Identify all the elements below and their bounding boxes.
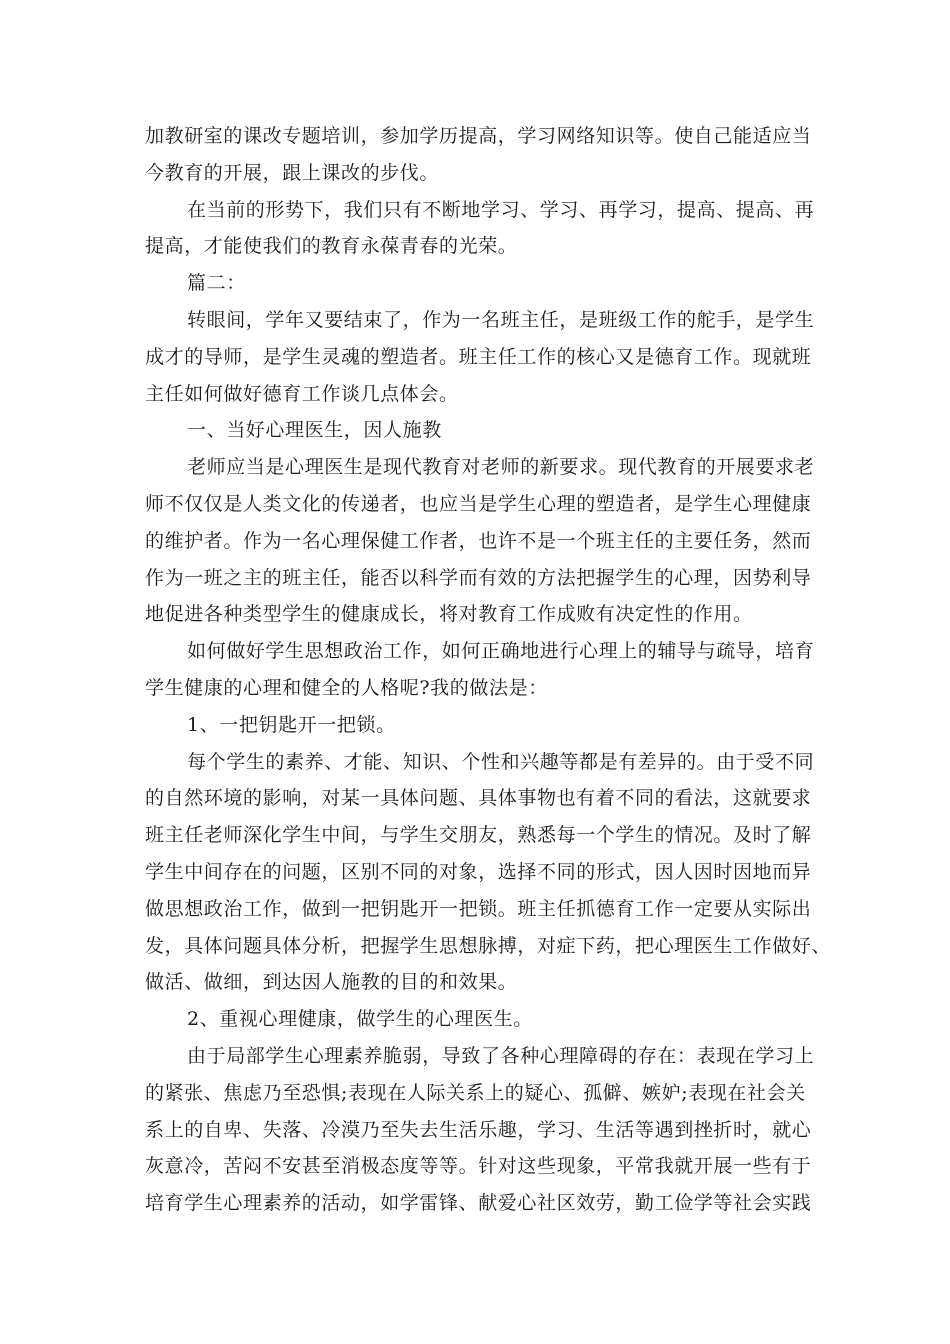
text-line: 培育学生心理素养的活动，如学雷锋、献爱心社区效劳，勤工俭学等社会实践	[145, 1192, 812, 1215]
text-line: 作为一班之主的班主任，能否以科学而有效的方法把握学生的心理，因势利导	[145, 566, 812, 589]
text-line: 地促进各种类型学生的健康成长，将对教育工作成败有决定性的作用。	[145, 603, 753, 626]
text-line: 一、当好心理医生，因人施教	[187, 419, 442, 442]
text-line: 学生中间存在的问题，区别不同的对象，选择不同的形式，因人因时因地而异	[145, 860, 812, 883]
text-line: 提高，才能使我们的教育永葆青春的光荣。	[145, 235, 518, 258]
text-line: 在当前的形势下，我们只有不断地学习、学习、再学习，提高、提高、再	[187, 198, 815, 221]
text-line: 做活、做细，到达因人施教的目的和效果。	[145, 971, 518, 994]
text-line: 的紧张、焦虑乃至恐惧;表现在人际关系上的疑心、孤僻、嫉妒;表现在社会关	[145, 1081, 806, 1104]
text-line: 成才的导师，是学生灵魂的塑造者。班主任工作的核心又是德育工作。现就班	[145, 345, 812, 368]
text-line: 今教育的开展，跟上课改的步伐。	[145, 161, 440, 184]
text-line: 发，具体问题具体分析，把握学生思想脉搏，对症下药，把心理医生工作做好、	[145, 934, 832, 957]
text-line: 做思想政治工作，做到一把钥匙开一把锁。班主任抓德育工作一定要从实际出	[145, 897, 812, 920]
text-line: 加教研室的课改专题培训，参加学历提高，学习网络知识等。使自己能适应当	[145, 125, 812, 147]
text-line: 师不仅仅是人类文化的传递者，也应当是学生心理的塑造者，是学生心理健康	[145, 492, 812, 515]
text-line: 灰意冷，苦闷不安甚至消极态度等等。针对这些现象，平常我就开展一些有于	[145, 1155, 812, 1178]
text-line: 主任如何做好德育工作谈几点体会。	[145, 382, 459, 405]
text-line: 篇二：	[187, 272, 246, 295]
text-line: 由于局部学生心理素养脆弱，导致了各种心理障碍的存在：表现在学习上	[187, 1044, 815, 1067]
text-line: 的维护者。作为一名心理保健工作者，也许不是一个班主任的主要任务，然而	[145, 529, 812, 552]
text-line: 转眼间，学年又要结束了，作为一名班主任，是班级工作的舵手，是学生	[187, 308, 815, 331]
text-line: 每个学生的素养、才能、知识、个性和兴趣等都是有差异的。由于受不同	[187, 750, 815, 773]
text-line: 班主任老师深化学生中间，与学生交朋友，熟悉每一个学生的情况。及时了解	[145, 824, 812, 847]
text-line: 老师应当是心理医生是现代教育对老师的新要求。现代教育的开展要求老	[187, 456, 815, 479]
text-line: 1、一把钥匙开一把锁。	[187, 713, 396, 736]
text-line: 的自然环境的影响，对某一具体问题、具体事物也有着不同的看法，这就要求	[145, 787, 812, 810]
text-line: 系上的自卑、失落、冷漠乃至失去生活乐趣，学习、生活等遇到挫折时，就心	[145, 1118, 812, 1141]
text-line: 如何做好学生思想政治工作，如何正确地进行心理上的辅导与疏导，培育	[187, 640, 815, 663]
text-line: 学生健康的心理和健全的人格呢?我的做法是：	[145, 676, 548, 699]
document-body	[145, 118, 832, 1222]
text-line: 2、重视心理健康，做学生的心理医生。	[187, 1008, 533, 1031]
